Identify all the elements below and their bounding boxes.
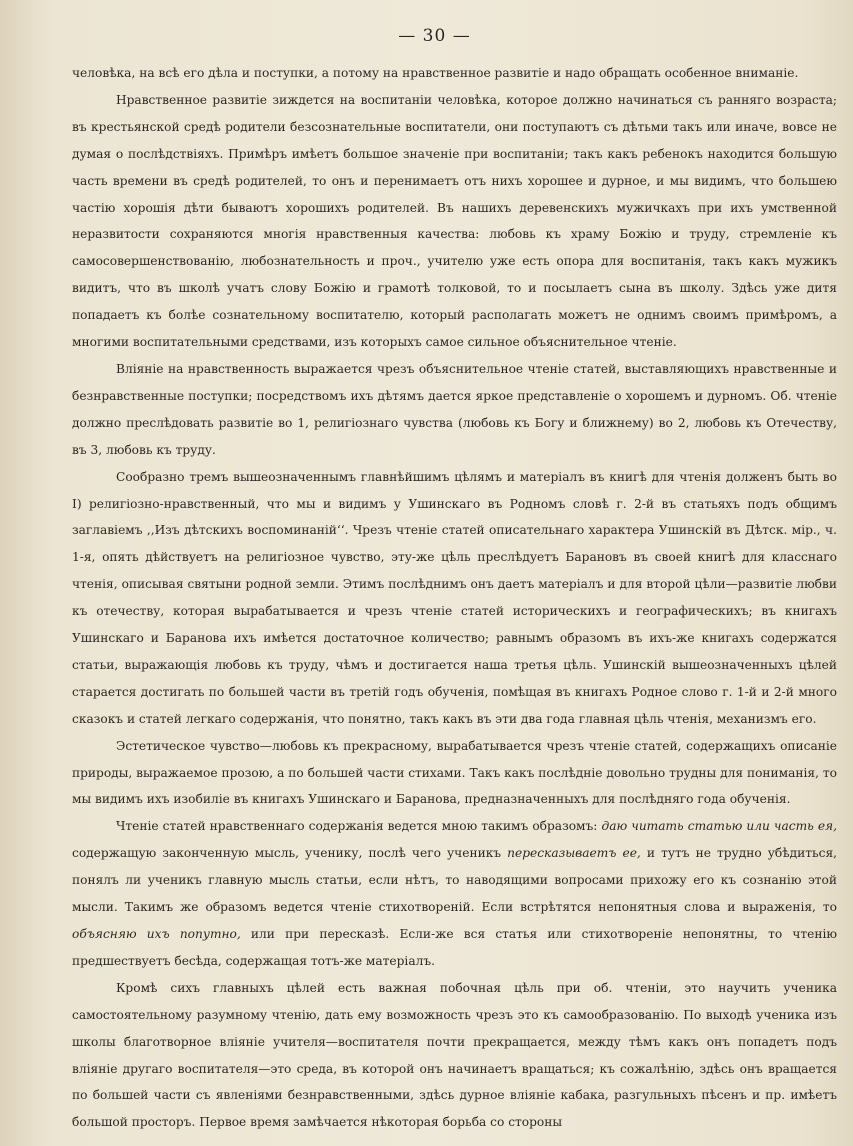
text-run: Нравственное развитіе зиждется на воспитаніи человѣка, которое должно начинаться съ ранняго возраста; въ крестьянской средѣ родители безсознательные воспитатели, они поступаютъ съ дѣтьми такъ или иначе, вовсе не думая о послѣдствіяхъ. Примѣръ имѣетъ большое значеніе при воспитаніи; такъ какъ ребенокъ находится большую часть времени въ средѣ родителей, то онъ и перенимаетъ отъ нихъ хорошее и дурное, и мы видимъ, что большею частію хорошія дѣти бываютъ хорошихъ родителей. Въ нашихъ деревенскихъ мужичкахъ при ихъ умственной неразвитости сохраняются многія нравственныя качества: любовь къ храму Божію и труду, стремленіе къ самосовершенствованію, любознательность и проч., учителю уже есть опора для воспитанія, такъ какъ мужикъ видитъ, что въ школѣ учатъ слову Божію и грамотѣ толковой, то и посылаетъ сына въ школу. Здѣсь уже дитя попадаетъ къ болѣе сознательному воспитателю, который располагать можетъ не однимъ своимъ примѣромъ, а многими воспитательными средствами, изъ которыхъ самое сильное объяснительное чтеніе. (72, 92, 837, 350)
text-run: Вліяніе на нравственность выражается чрезъ объяснительное чтеніе статей, выставляющихъ нравственные и безнравственные поступки; посредствомъ ихъ дѣтямъ дается яркое представленіе о хорошемъ и дурномъ. Об. чтеніе должно преслѣдовать развитіе во 1, религіознаго чувства (любовь къ Богу и ближнему) во 2, любовь къ Отечеству, въ 3, любовь къ труду. (72, 361, 837, 457)
paragraph (72, 464, 837, 733)
paragraph (72, 87, 837, 356)
paragraph (72, 813, 837, 974)
text-run: человѣка, на всѣ его дѣла и поступки, а потому на нравственное развитіе и надо обращать особенное вниманіе. (72, 66, 799, 80)
page-body-text (72, 60, 837, 1136)
text-run: содержащую законченную мысль, ученику, послѣ чего ученикъ (72, 846, 508, 861)
text-run: и тутъ не трудно убѣдиться, понялъ ли ученикъ главную мысль статьи, если нѣтъ, то наводящими вопросами прихожу его къ сознанію этой мысли. Такимъ же образомъ ведется чтеніе стихотвореній. Если встрѣтятся непонятныя слова и выраженія, то (72, 846, 838, 915)
text-run: Кромѣ сихъ главныхъ цѣлей есть важная побочная цѣль при об. чтеніи, это научить ученика самостоятельному разумному чтенію, дать ему возможность чрезъ это къ самообразованію. По выходѣ ученика изъ школы благотворное вліяніе учителя—воспитателя почти прекращается, между тѣмъ какъ онъ попадетъ подъ вліяніе другаго воспитателя—это среда, въ которой онъ начинаетъ вращаться; къ сожалѣнію, здѣсь онъ вращается по большей части съ явленіями безнравственными, здѣсь дурное вліяніе кабака, разгульныхъ пѣсенъ и пр. имѣетъ большой просторъ. Первое время замѣчается нѣкоторая борьба со стороны (72, 980, 837, 1130)
text-run: или при пересказѣ. Если-же вся статья или стихотвореніе непонятны, то чтенію предшествуетъ бесѣда, содержащая тотъ-же матеріалъ. (72, 927, 837, 968)
paragraph (72, 356, 837, 464)
paragraph (72, 975, 837, 1136)
text-run: Сообразно тремъ вышеозначеннымъ главнѣйшимъ цѣлямъ и матеріалъ въ книгѣ для чтенія долженъ быть во I) религіозно-нравственный, что мы и видимъ у Ушинскаго въ Родномъ словѣ г. 2-й въ статьяхъ подъ общимъ заглавіемъ ,,Изъ дѣтскихъ воспоминаній‘‘. Чрезъ чтеніе статей описательнаго характера Ушинскій въ Дѣтск. мір., ч. 1-я, опять дѣйствуетъ на религіозное чувство, эту-же цѣль преслѣдуетъ Барановъ въ своей книгѣ для класснаго чтенія, описывая святыни родной земли. Этимъ послѣднимъ онъ даетъ матеріалъ и для второй цѣли—развитіе любви къ отечеству, которая вырабатывается и чрезъ чтеніе статей историческихъ и географическихъ; въ книгахъ Ушинскаго и Баранова ихъ имѣется достаточное количество; равнымъ образомъ въ ихъ-же книгахъ содержатся статьи, выражающія любовь къ труду, чѣмъ и достигается наша третья цѣль. Ушинскій вышеозначенныхъ цѣлей старается достигать по большей части въ третій годъ обученія, помѣщая въ книгахъ Родное слово г. 1-й и 2-й много сказокъ и статей легкаго содержанія, что понятно, такъ какъ въ эти два года главная цѣль чтенія, механизмъ его. (72, 469, 837, 726)
paragraph (72, 733, 837, 814)
paragraph (72, 60, 837, 87)
text-run: Эстетическое чувство—любовь къ прекрасному, вырабатывается чрезъ чтеніе статей, содержащихъ описаніе природы, выражаемое прозою, а по большей части стихами. Такъ какъ послѣдніе довольно трудны для пониманія, то мы видимъ ихъ изобиліе въ книгахъ Ушинскаго и Баранова, предназначенныхъ для послѣдняго года обученія. (72, 738, 837, 807)
italic-text: даю читать статью или часть ея, (601, 819, 837, 834)
text-run: Чтеніе статей нравственнаго содержанія ведется мною такимъ образомъ: (116, 819, 602, 834)
italic-text: пересказываетъ ее, (507, 846, 641, 861)
italic-text: объясняю ихъ попутно, (72, 927, 241, 941)
page-number: — 30 — (398, 26, 471, 46)
